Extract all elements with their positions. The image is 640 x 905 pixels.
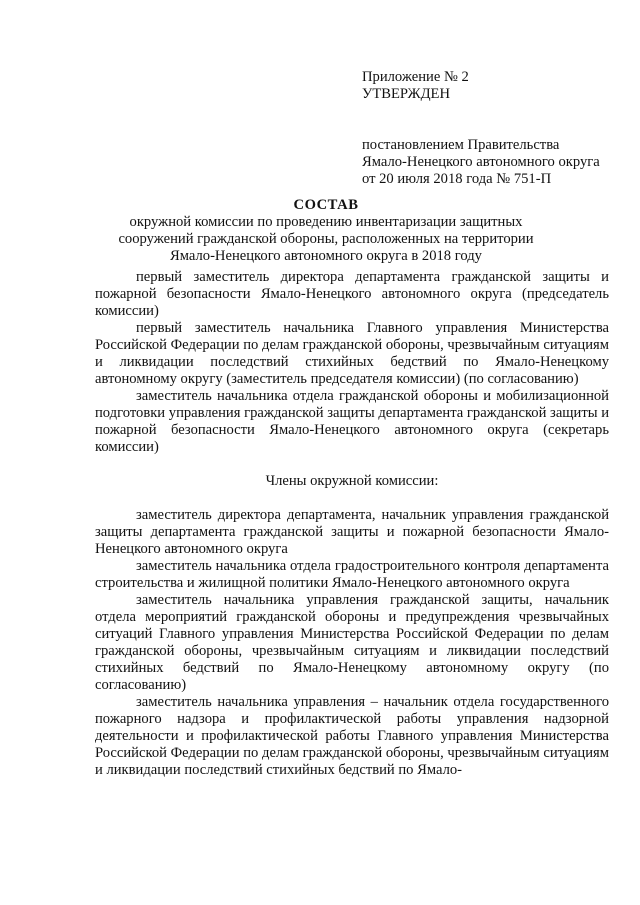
leadership-secretary: заместитель начальника отдела гражданской обороны и мобилизационной подготовки управления гражданской защиты департамента гражданской защиты и пожарной безопасности Ямало-Ненецкого автономного округа (секретарь комиссии) — [95, 388, 609, 455]
resolution-line-3: от 20 июля 2018 года № 751-П — [362, 171, 552, 187]
appendix-number: Приложение № 2 — [362, 69, 469, 85]
leadership-deputy-chair: первый заместитель начальника Главного управления Министерства Российской Федерации по делам гражданской обороны, чрезвычайным ситуациям и ликвидации последствий стихийных бедствий по Ямало-Ненецкому автономному округу (заместитель председателя комиссии) (по согласованию) — [95, 320, 609, 387]
resolution-line-1: постановлением Правительства — [362, 137, 560, 153]
document-title: СОСТАВ — [293, 197, 359, 213]
member-item: заместитель директора департамента, начальник управления гражданской защиты департамента гражданской защиты и пожарной безопасности Ямало-Ненецкого автономного округа — [95, 507, 609, 557]
member-item: заместитель начальника управления – начальник отдела государственного пожарного надзора и профилактической работы управления надзорной деятельности и профилактической работы Главного управления Министерства Российской Федерации по делам гражданской обороны, чрезвычайным ситуациям и ликвидации последствий стихийных бедствий по Ямало- — [95, 694, 609, 778]
resolution-line-2: Ямало-Ненецкого автономного округа — [362, 154, 600, 170]
member-item: заместитель начальника управления гражданской защиты, начальник отдела мероприятий гражданской обороны и предупреждения чрезвычайных ситуаций Главного управления Министерства Российской Федерации по делам гражданской обороны, чрезвычайным ситуациям и ликвидации последствий стихийных бедствий по Ямало-Ненецкому автономному округу (по согласованию) — [95, 592, 609, 693]
leadership-chair: первый заместитель директора департамента гражданской защиты и пожарной безопасности Ямало-Ненецкого автономного округа (председатель комиссии) — [95, 269, 609, 319]
document-subtitle: окружной комиссии по проведению инвентаризации защитных сооружений гражданской обороны, расположенных на территории Ямало-Ненецкого автономного округа в 2018 году — [118, 214, 534, 264]
members-heading: Члены окружной комиссии: — [265, 473, 439, 489]
title-block — [96, 197, 556, 265]
member-item: заместитель начальника отдела градостроительного контроля департамента строительства и жилищной политики Ямало-Ненецкого автономного округа — [95, 558, 609, 591]
approval-block — [362, 69, 622, 188]
approved-label: УТВЕРЖДЕН — [362, 86, 450, 102]
composition-list — [95, 269, 609, 779]
